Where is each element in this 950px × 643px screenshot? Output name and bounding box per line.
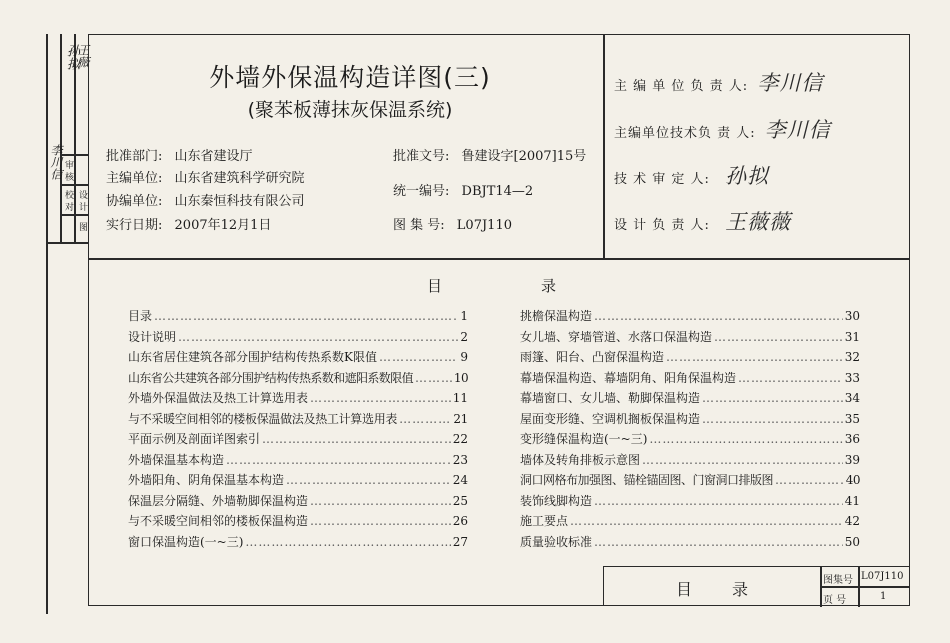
resp-signature: 李川信 <box>757 71 824 95</box>
resp-signature: 王薇薇 <box>725 210 792 234</box>
binding-strip <box>46 34 88 242</box>
footer-atlas-value: L07J110 <box>861 571 904 582</box>
toc-item-page: 24 <box>452 473 468 487</box>
toc-item-title: 女儿墙、穿墙管道、水落口保温构造 <box>520 329 713 344</box>
toc-item-title: 山东省居住建筑各部分围护结构传热系数K限值 <box>128 350 377 364</box>
toc-item-title: 外墙保温基本构造 <box>128 452 225 467</box>
toc-leader <box>702 388 843 409</box>
info-label: 协编单位: <box>106 194 163 209</box>
strip-signature-2: 李川信 <box>49 144 63 180</box>
toc-item[interactable] <box>520 409 860 430</box>
toc-item[interactable] <box>520 347 860 368</box>
resp-label: 主编单位技术负 责 人: <box>614 126 756 141</box>
toc-leader <box>310 388 451 409</box>
info-value: 鲁建设字[2007]15号 <box>461 149 587 164</box>
toc-item-title: 质量验收标准 <box>520 534 593 549</box>
toc-leader <box>379 347 458 368</box>
resp-label: 主 编 单 位 负 责 人: <box>614 79 749 94</box>
info-value: 山东省建设厅 <box>174 149 253 164</box>
toc-item-title: 平面示例及剖面详图索引 <box>128 432 261 446</box>
toc-item[interactable] <box>520 368 860 389</box>
strip-signature-1: 孙拟 <box>64 44 79 70</box>
toc-leader <box>154 306 458 327</box>
toc-item-title: 外墙阳角、阴角保温基本构造 <box>128 473 285 487</box>
toc-leader <box>642 450 843 471</box>
toc-item-page: 9 <box>460 350 468 364</box>
toc-leader <box>775 470 844 491</box>
toc-item[interactable] <box>520 429 860 450</box>
toc-item[interactable] <box>128 429 468 450</box>
toc-leader <box>702 409 843 430</box>
toc-item-title: 目录 <box>128 309 153 323</box>
toc-leader <box>245 532 450 553</box>
toc-item[interactable] <box>128 491 468 512</box>
toc-item[interactable] <box>520 450 860 471</box>
toc-item-title: 挑檐保温构造 <box>520 309 593 323</box>
toc-item-title: 屋面变形缝、空调机搁板保温构造 <box>520 411 701 426</box>
strip-label-shen: 审 <box>63 160 73 169</box>
toc-leader <box>570 511 843 532</box>
info-chief-unit <box>106 167 305 186</box>
toc-leader <box>178 327 458 348</box>
info-value: 山东省建筑科学研究院 <box>174 171 305 186</box>
resp-signature: 李川信 <box>764 118 831 142</box>
toc-left-column <box>128 306 468 552</box>
resp-technical-head <box>614 114 831 144</box>
toc-item-page: 10 <box>453 370 468 385</box>
footer-title: 目录 <box>676 580 789 599</box>
info-approval-doc <box>393 145 586 164</box>
footer-title-block <box>603 566 910 606</box>
toc-right-column <box>520 306 860 552</box>
footer-page-label: 页 号 <box>823 595 847 606</box>
toc-item[interactable] <box>128 511 468 532</box>
toc-item-page: 1 <box>460 309 468 323</box>
toc-item-title: 窗口保温构造(一~三) <box>128 534 244 549</box>
toc-leader <box>415 368 452 389</box>
header-vertical-divider <box>603 34 605 258</box>
toc-item-title: 与不采暖空间相邻的楼板保温做法及热工计算选用表 <box>128 411 398 426</box>
toc-item-page: 11 <box>452 391 468 405</box>
toc-leader <box>594 306 843 327</box>
toc-leader <box>594 532 843 553</box>
info-co-unit <box>106 190 305 209</box>
toc-item-title: 设计说明 <box>128 329 177 344</box>
toc-leader <box>310 491 451 512</box>
toc-leader <box>738 368 843 389</box>
strip-label-she: 设 <box>77 190 87 199</box>
footer-page-value: 1 <box>880 591 887 602</box>
toc-item-page: 33 <box>844 370 860 385</box>
toc-item-page: 26 <box>452 514 468 528</box>
strip-label-he: 核 <box>63 172 73 181</box>
toc-heading-lu: 录 <box>541 277 557 295</box>
info-value: 山东秦恒科技有限公司 <box>174 194 305 209</box>
toc-item-page: 2 <box>460 329 468 344</box>
toc-leader <box>310 511 451 532</box>
toc-item-title: 幕墙保温构造、幕墙阴角、阳角保温构造 <box>520 370 737 385</box>
toc-item-page: 23 <box>452 452 468 467</box>
toc-item-title: 洞口网格布加强图、锚栓锚固图、门窗洞口排版图 <box>520 473 774 487</box>
info-label: 批准部门: <box>106 149 163 164</box>
toc-item[interactable] <box>128 409 468 430</box>
info-value: DBJT14—2 <box>461 184 534 199</box>
toc-item-page: 22 <box>452 432 468 446</box>
strip-label-jiao: 校 <box>63 190 73 199</box>
strip-signature-3: 王薇 <box>76 44 90 68</box>
toc-item[interactable] <box>520 532 860 553</box>
strip-label-dui: 对 <box>63 202 73 211</box>
toc-item[interactable] <box>128 470 468 491</box>
strip-label-ji: 计 <box>77 202 87 211</box>
toc-item-page: 36 <box>844 432 860 446</box>
toc-leader <box>286 470 451 491</box>
header-divider <box>88 258 910 260</box>
resp-signature: 孙拟 <box>725 164 770 188</box>
toc-leader <box>666 347 843 368</box>
toc-item-title: 保温层分隔缝、外墙勒脚保温构造 <box>128 493 309 508</box>
toc-item[interactable] <box>128 532 468 553</box>
resp-technical-reviewer <box>614 160 769 190</box>
toc-leader <box>226 450 451 471</box>
toc-item[interactable] <box>128 450 468 471</box>
toc-item-page: 50 <box>844 534 860 549</box>
toc-item-title: 外墙外保温做法及热工计算选用表 <box>128 391 309 405</box>
info-effective-date <box>106 214 271 233</box>
toc-item[interactable] <box>128 327 468 348</box>
info-label: 实行日期: <box>106 218 163 233</box>
resp-label: 设 计 负 责 人: <box>614 218 710 233</box>
toc-item-page: 30 <box>844 309 860 323</box>
toc-item-title: 幕墙窗口、女儿墙、勒脚保温构造 <box>520 391 701 405</box>
toc-item-title: 雨篷、阳台、凸窗保温构造 <box>520 350 665 364</box>
info-label: 主编单位: <box>106 171 163 186</box>
toc-leader <box>649 429 842 450</box>
info-value: L07J110 <box>456 218 512 233</box>
toc-item-page: 35 <box>844 411 860 426</box>
toc-item[interactable] <box>128 388 468 409</box>
toc-item-page: 21 <box>453 411 468 426</box>
toc-item-title: 墙体及转角排板示意图 <box>520 452 641 467</box>
info-label: 图 集 号: <box>393 218 445 233</box>
toc-item-page: 42 <box>844 514 860 528</box>
toc-item[interactable] <box>520 327 860 348</box>
info-value: 2007年12月1日 <box>174 218 272 233</box>
resp-label: 技 术 审 定 人: <box>614 172 710 187</box>
drawing-subtitle: (聚苯板薄抹灰保温系统) <box>247 99 453 121</box>
toc-item[interactable] <box>128 306 468 327</box>
drawing-title: 外墙外保温构造详图(三) <box>209 63 491 92</box>
toc-item-title: 变形缝保温构造(一~三) <box>520 432 648 446</box>
toc-heading-mu: 目 <box>427 277 443 295</box>
toc-item-page: 25 <box>452 493 468 508</box>
toc-item[interactable] <box>520 491 860 512</box>
toc-item-page: 31 <box>844 329 860 344</box>
info-label: 统一编号: <box>393 184 450 199</box>
footer-atlas-label: 图集号 <box>823 575 853 586</box>
info-unified-number <box>393 180 533 199</box>
resp-chief-unit-head <box>614 67 823 97</box>
toc-item-title: 山东省公共建筑各部分围护结构传热系数和遮阳系数限值 <box>128 370 414 385</box>
toc-item[interactable] <box>520 511 860 532</box>
toc-leader <box>399 409 451 430</box>
info-label: 批准文号: <box>393 149 450 164</box>
toc-item[interactable] <box>520 306 860 327</box>
resp-design-head <box>614 206 791 236</box>
toc-item-page: 32 <box>844 350 860 364</box>
info-atlas-number <box>393 214 512 233</box>
toc-leader <box>594 491 843 512</box>
toc-item[interactable] <box>128 347 468 368</box>
toc-item-title: 施工要点 <box>520 514 569 528</box>
strip-label-tu: 图 <box>77 222 87 231</box>
toc-leader <box>262 429 451 450</box>
toc-item-title: 装饰线脚构造 <box>520 493 593 508</box>
toc-item[interactable] <box>128 368 468 389</box>
toc-item-page: 39 <box>844 452 860 467</box>
info-approval-dept <box>106 145 253 164</box>
toc-item-title: 与不采暖空间相邻的楼板保温构造 <box>128 514 309 528</box>
toc-item-page: 40 <box>845 473 860 487</box>
toc-item[interactable] <box>520 388 860 409</box>
toc-item[interactable] <box>520 470 860 491</box>
toc-leader <box>714 327 843 348</box>
toc-item-page: 41 <box>844 493 860 508</box>
toc-item-page: 34 <box>844 391 860 405</box>
toc-item-page: 27 <box>452 534 468 549</box>
